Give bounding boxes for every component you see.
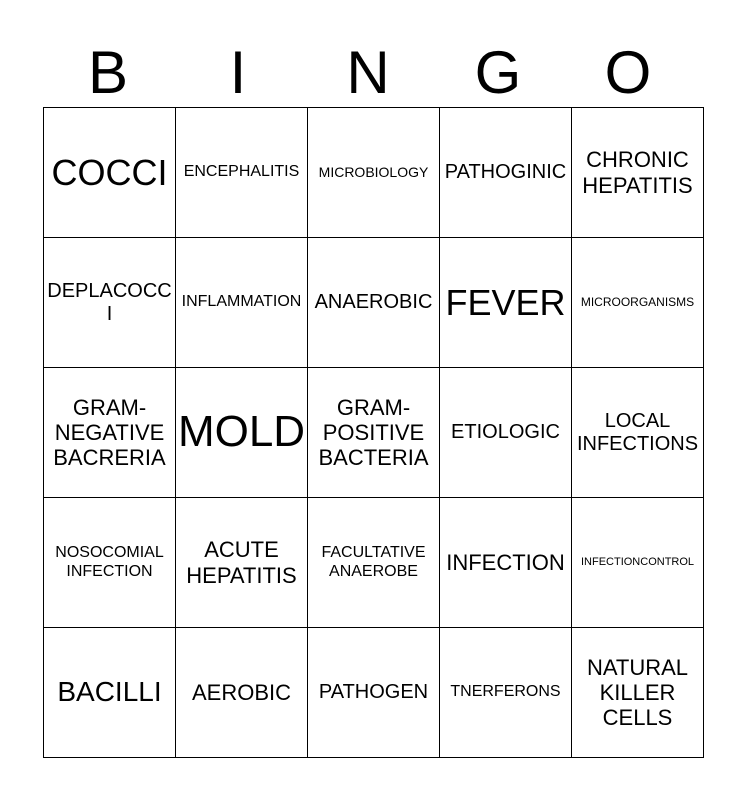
header-letter-g: G xyxy=(474,39,522,106)
header-letter-b: B xyxy=(87,39,129,106)
bingo-cell[interactable]: DEPLACOCCI xyxy=(44,238,176,368)
bingo-header xyxy=(43,40,693,106)
board-row xyxy=(44,498,704,628)
bingo-cell[interactable]: COCCI xyxy=(44,108,176,238)
bingo-cell[interactable]: BACILLI xyxy=(44,628,176,758)
bingo-cell[interactable]: NOSOCOMIAL INFECTION xyxy=(44,498,176,628)
bingo-cell[interactable]: NATURAL KILLER CELLS xyxy=(572,628,704,758)
bingo-cell[interactable]: INFECTIONCONTROL xyxy=(572,498,704,628)
bingo-cell[interactable]: ENCEPHALITIS xyxy=(176,108,308,238)
bingo-cell[interactable]: GRAM-POSITIVE BACTERIA xyxy=(308,368,440,498)
bingo-cell[interactable]: MICROORGANISMS xyxy=(572,238,704,368)
bingo-cell[interactable]: AEROBIC xyxy=(176,628,308,758)
header-letter-o: O xyxy=(604,39,652,106)
bingo-cell[interactable]: FEVER xyxy=(440,238,572,368)
bingo-cell[interactable]: INFECTION xyxy=(440,498,572,628)
board-row xyxy=(44,108,704,238)
board-row xyxy=(44,368,704,498)
bingo-cell[interactable]: ACUTE HEPATITIS xyxy=(176,498,308,628)
bingo-cell[interactable]: PATHOGEN xyxy=(308,628,440,758)
bingo-cell[interactable]: CHRONIC HEPATITIS xyxy=(572,108,704,238)
bingo-cell[interactable]: ANAEROBIC xyxy=(308,238,440,368)
bingo-cell[interactable]: LOCAL INFECTIONS xyxy=(572,368,704,498)
bingo-cell[interactable]: MICROBIOLOGY xyxy=(308,108,440,238)
bingo-cell[interactable]: GRAM-NEGATIVE BACRERIA xyxy=(44,368,176,498)
bingo-cell[interactable]: ETIOLOGIC xyxy=(440,368,572,498)
header-letter-n: N xyxy=(346,39,390,106)
bingo-board xyxy=(43,107,704,758)
board-row xyxy=(44,238,704,368)
bingo-cell[interactable]: MOLD xyxy=(176,368,308,498)
header-letter-i: I xyxy=(229,39,247,106)
bingo-cell[interactable]: TNERFERONS xyxy=(440,628,572,758)
board-row xyxy=(44,628,704,758)
bingo-cell[interactable]: INFLAMMATION xyxy=(176,238,308,368)
bingo-cell[interactable]: FACULTATIVE ANAEROBE xyxy=(308,498,440,628)
bingo-cell[interactable]: PATHOGINIC xyxy=(440,108,572,238)
